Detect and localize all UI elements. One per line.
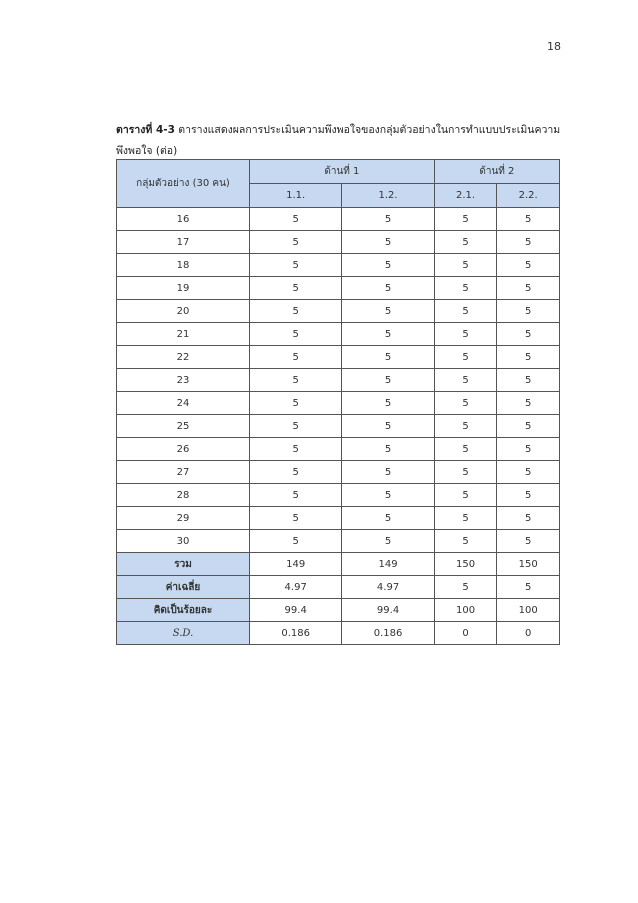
score-cell: 5 [434, 461, 497, 484]
score-cell: 5 [434, 323, 497, 346]
score-cell: 5 [342, 346, 434, 369]
score-cell: 5 [250, 231, 342, 254]
score-cell: 5 [342, 415, 434, 438]
summary-value-cell: 150 [434, 553, 497, 576]
summary-value-cell: 149 [250, 553, 342, 576]
summary-value-cell: 0 [497, 622, 560, 645]
table-row [117, 346, 560, 369]
sample-id-cell: 30 [117, 530, 250, 553]
summary-value-cell: 5 [497, 576, 560, 599]
sd-row [117, 622, 560, 645]
sample-id-cell: 19 [117, 277, 250, 300]
score-cell: 5 [342, 392, 434, 415]
score-cell: 5 [434, 530, 497, 553]
score-cell: 5 [497, 530, 560, 553]
sample-id-cell: 27 [117, 461, 250, 484]
score-cell: 5 [434, 346, 497, 369]
table-body [117, 208, 560, 553]
score-cell: 5 [250, 461, 342, 484]
sample-id-cell: 25 [117, 415, 250, 438]
score-cell: 5 [342, 231, 434, 254]
mean-row [117, 576, 560, 599]
satisfaction-table [116, 159, 560, 645]
table-row [117, 277, 560, 300]
table-caption-text: ตารางแสดงผลการประเมินความพึงพอใจของกลุ่มตัวอย่างในการทำแบบประเมินความพึงพอใจ (ต่อ) [116, 124, 561, 157]
summary-label: ค่าเฉลี่ย [117, 576, 250, 599]
score-cell: 5 [497, 300, 560, 323]
score-cell: 5 [250, 277, 342, 300]
group-header-2: ด้านที่ 2 [434, 160, 559, 184]
table-row [117, 369, 560, 392]
score-cell: 5 [434, 277, 497, 300]
summary-value-cell: 150 [497, 553, 560, 576]
score-cell: 5 [497, 392, 560, 415]
score-cell: 5 [434, 438, 497, 461]
sample-id-cell: 29 [117, 507, 250, 530]
score-cell: 5 [342, 254, 434, 277]
summary-value-cell: 4.97 [342, 576, 434, 599]
summary-value-cell: 5 [434, 576, 497, 599]
sub-header-2-1: 2.1. [434, 184, 497, 208]
score-cell: 5 [342, 438, 434, 461]
sub-header-2-2: 2.2. [497, 184, 560, 208]
summary-value-cell: 100 [434, 599, 497, 622]
score-cell: 5 [250, 484, 342, 507]
score-cell: 5 [342, 208, 434, 231]
summary-value-cell: 100 [497, 599, 560, 622]
group-header-1: ด้านที่ 1 [250, 160, 435, 184]
summary-label: รวม [117, 553, 250, 576]
score-cell: 5 [434, 208, 497, 231]
score-cell: 5 [497, 208, 560, 231]
score-cell: 5 [497, 346, 560, 369]
sample-id-cell: 20 [117, 300, 250, 323]
summary-value-cell: 0 [434, 622, 497, 645]
table-caption [116, 120, 564, 162]
table-row [117, 461, 560, 484]
summary-value-cell: 149 [342, 553, 434, 576]
score-cell: 5 [434, 392, 497, 415]
score-cell: 5 [250, 415, 342, 438]
score-cell: 5 [250, 346, 342, 369]
sample-id-cell: 28 [117, 484, 250, 507]
score-cell: 5 [250, 530, 342, 553]
score-cell: 5 [497, 254, 560, 277]
sample-id-cell: 26 [117, 438, 250, 461]
score-cell: 5 [497, 277, 560, 300]
score-cell: 5 [342, 300, 434, 323]
score-cell: 5 [497, 415, 560, 438]
score-cell: 5 [250, 254, 342, 277]
score-cell: 5 [250, 392, 342, 415]
table-row [117, 530, 560, 553]
table-summary [117, 553, 560, 645]
percent-row [117, 599, 560, 622]
score-cell: 5 [497, 438, 560, 461]
table-row [117, 323, 560, 346]
table-row [117, 254, 560, 277]
summary-value-cell: 0.186 [250, 622, 342, 645]
score-cell: 5 [250, 208, 342, 231]
table-row [117, 392, 560, 415]
score-cell: 5 [250, 507, 342, 530]
sample-id-cell: 24 [117, 392, 250, 415]
score-cell: 5 [497, 369, 560, 392]
score-cell: 5 [434, 369, 497, 392]
sample-group-header: กลุ่มตัวอย่าง (30 คน) [117, 160, 250, 208]
score-cell: 5 [434, 300, 497, 323]
sample-id-cell: 22 [117, 346, 250, 369]
score-cell: 5 [342, 461, 434, 484]
score-cell: 5 [250, 438, 342, 461]
score-cell: 5 [434, 415, 497, 438]
sample-id-cell: 23 [117, 369, 250, 392]
score-cell: 5 [497, 231, 560, 254]
score-cell: 5 [342, 507, 434, 530]
score-cell: 5 [342, 323, 434, 346]
score-cell: 5 [434, 507, 497, 530]
summary-label: คิดเป็นร้อยละ [117, 599, 250, 622]
score-cell: 5 [342, 277, 434, 300]
summary-value-cell: 0.186 [342, 622, 434, 645]
score-cell: 5 [342, 484, 434, 507]
score-cell: 5 [497, 484, 560, 507]
table-row [117, 484, 560, 507]
total-row [117, 553, 560, 576]
score-cell: 5 [497, 461, 560, 484]
summary-value-cell: 99.4 [250, 599, 342, 622]
sub-header-1-2: 1.2. [342, 184, 434, 208]
score-cell: 5 [434, 484, 497, 507]
table-row [117, 507, 560, 530]
sample-id-cell: 16 [117, 208, 250, 231]
score-cell: 5 [434, 254, 497, 277]
sub-header-1-1: 1.1. [250, 184, 342, 208]
score-cell: 5 [250, 300, 342, 323]
table-caption-label: ตารางที่ 4-3 [116, 124, 175, 136]
score-cell: 5 [497, 507, 560, 530]
score-cell: 5 [497, 323, 560, 346]
score-cell: 5 [434, 231, 497, 254]
score-cell: 5 [342, 369, 434, 392]
page-number: 18 [547, 40, 561, 53]
sample-id-cell: 18 [117, 254, 250, 277]
summary-label: S.D. [117, 622, 250, 645]
table-row [117, 415, 560, 438]
table-row [117, 231, 560, 254]
score-cell: 5 [342, 530, 434, 553]
table-row [117, 438, 560, 461]
sample-id-cell: 17 [117, 231, 250, 254]
table-row [117, 208, 560, 231]
table-row [117, 300, 560, 323]
sample-id-cell: 21 [117, 323, 250, 346]
score-cell: 5 [250, 323, 342, 346]
summary-value-cell: 99.4 [342, 599, 434, 622]
summary-value-cell: 4.97 [250, 576, 342, 599]
score-cell: 5 [250, 369, 342, 392]
